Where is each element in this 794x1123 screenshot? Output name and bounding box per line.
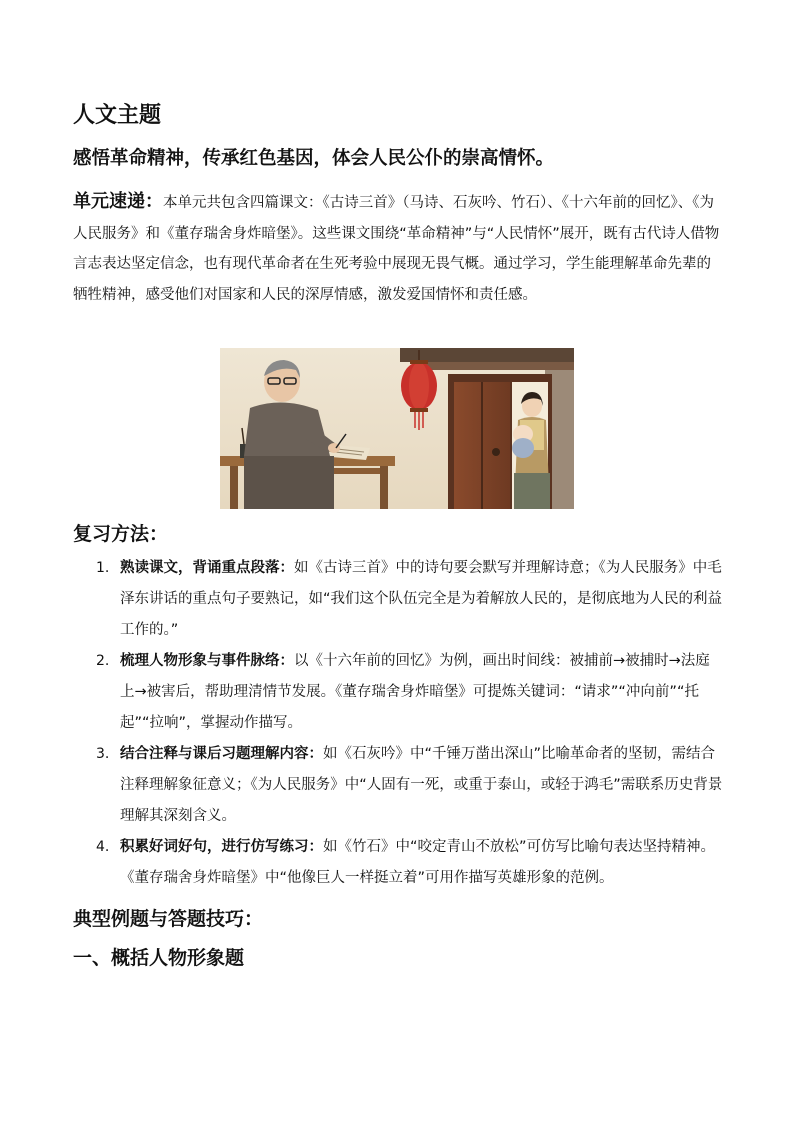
item-keyword: 梳理人物形象与事件脉络：: [120, 653, 294, 669]
list-item: [0, 832, 723, 894]
illustration-image: [220, 348, 574, 509]
item-text: 如《古诗三首》中的诗句要会默写并理解诗意；《为人民服务》中毛泽东讲话的重点句子要熟记，如“我们这个队伍完全是为着解放人民的，是彻底地为人民的利益工作的。”: [120, 560, 723, 638]
list-item: [0, 646, 723, 739]
item-keyword: 积累好词好句，进行仿写练习：: [120, 839, 323, 855]
item-number: 2.: [96, 653, 110, 669]
item-number: 3.: [96, 746, 110, 762]
theme-heading: 人文主题: [73, 103, 162, 128]
summary-lead: 单元速递：: [73, 191, 163, 212]
item-keyword: 熟读课文，背诵重点段落：: [120, 560, 294, 576]
section-heading-1: 一、概括人物形象题: [73, 947, 245, 969]
item-number: 4.: [96, 839, 110, 855]
item-text: 如《石灰吟》中“千锤万凿出深山”比喻革命者的坚韧，需结合注释理解象征意义；《为人民服务》中“人固有一死，或重于泰山，或轻于鸿毛”需联系历史背景理解其深刻含义。: [120, 746, 723, 824]
summary-body: 本单元共包含四篇课文：《古诗三首》（马诗、石灰吟、竹石）、《十六年前的回忆》、《为人民服务》和《董存瑞舍身炸暗堡》。这些课文围绕“革命精神”与“人民情怀”展开，既有古代诗人借物言志表达坚定信念，也有现代革命者在生死考验中展现无畏气概。通过学习，学生能理解革命先辈的牺牲精神，感受他们对国家和人民的深厚情感，激发爱国情怀和责任感。: [73, 195, 720, 303]
examples-heading: 典型例题与答题技巧：: [73, 908, 264, 930]
review-methods-list: [0, 553, 794, 894]
unit-summary: [73, 187, 723, 310]
item-number: 1.: [96, 560, 110, 576]
review-methods-heading: 复习方法：: [73, 523, 169, 545]
list-item: [0, 739, 723, 832]
item-text: 如《竹石》中“咬定青山不放松”可仿写比喻句表达坚持精神。《董存瑞舍身炸暗堡》中“他像巨人一样挺立着”可用作描写英雄形象的范例。: [120, 839, 716, 886]
theme-subtitle: 感悟革命精神，传承红色基因，体会人民公仆的崇高情怀。: [73, 148, 555, 169]
list-item: [0, 553, 723, 646]
item-text: 以《十六年前的回忆》为例，画出时间线：被捕前→被捕时→法庭上→被害后，帮助理清情节发展。《董存瑞舍身炸暗堡》可提炼关键词：“请求”“冲向前”“托起”“拉响”，掌握动作描写。: [120, 653, 710, 731]
item-keyword: 结合注释与课后习题理解内容：: [120, 746, 323, 762]
